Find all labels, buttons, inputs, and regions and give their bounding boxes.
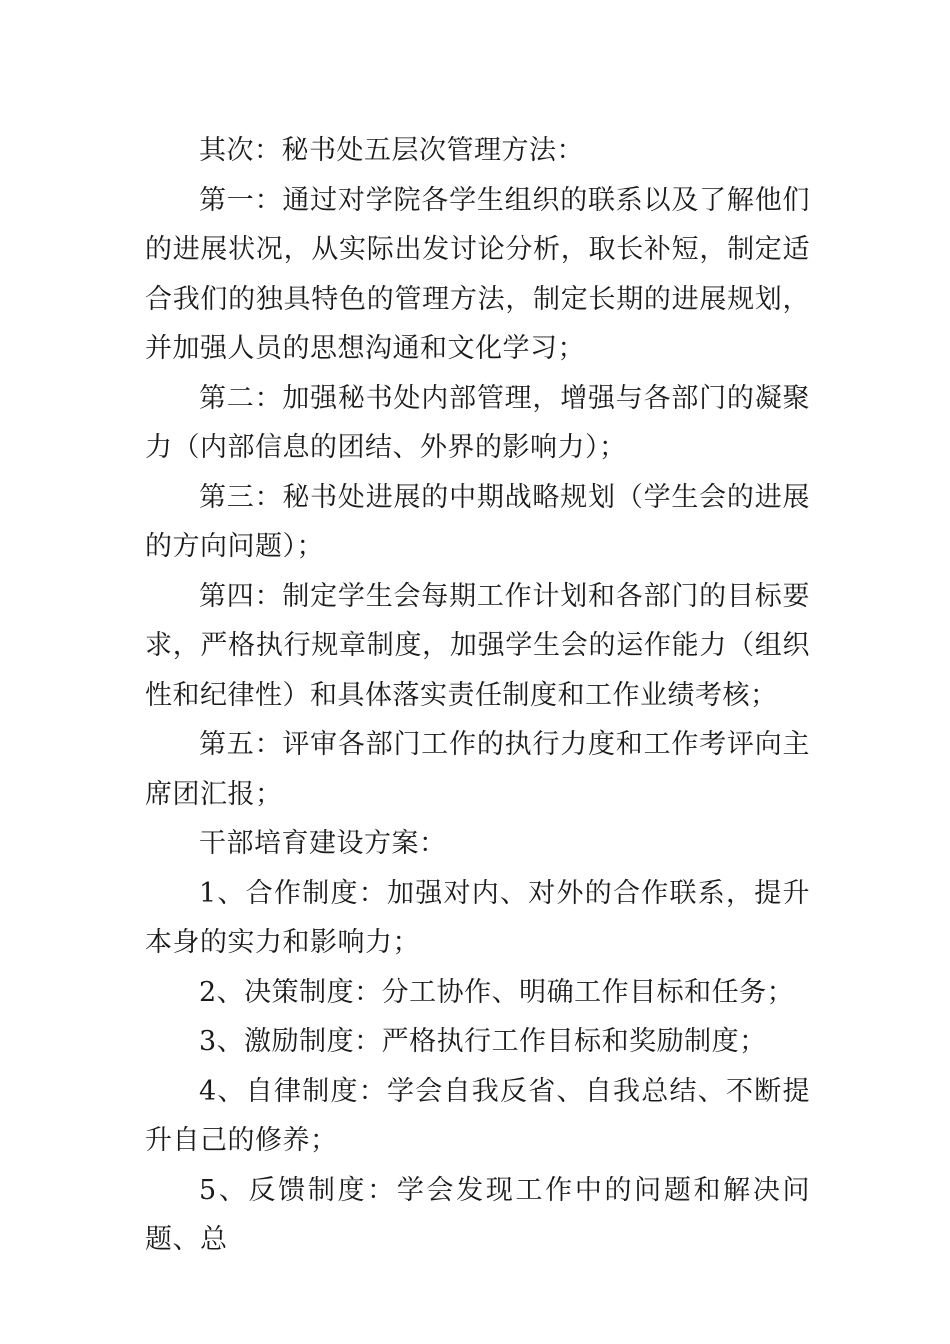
- paragraph-item-3: 第三：秘书处进展的中期战略规划（学生会的进展的方向问题）；: [145, 481, 810, 562]
- document-body: [145, 126, 810, 1265]
- list-item-decision: 2、决策制度：分工协作、明确工作目标和任务；: [199, 976, 795, 1008]
- list-item-self-discipline: 4、自律制度：学会自我反省、自我总结、不断提升自己的修养；: [145, 1075, 810, 1156]
- list-item-incentive: 3、激励制度：严格执行工作目标和奖励制度；: [199, 1026, 767, 1057]
- section-heading: 干部培育建设方案：: [199, 828, 447, 859]
- list-item-cooperation: 1、合作制度：加强对内、对外的合作联系，提升本身的实力和影响力；: [145, 877, 810, 958]
- paragraph-item-4: 第四：制定学生会每期工作计划和各部门的目标要求，严格执行规章制度，加强学生会的运作能力（组织性和纪律性）和具体落实责任制度和工作业绩考核；: [145, 580, 810, 711]
- paragraph-item-5: 第五：评审各部门工作的执行力度和工作考评向主席团汇报；: [145, 729, 810, 810]
- paragraph-item-2: 第二：加强秘书处内部管理，增强与各部门的凝聚力（内部信息的团结、外界的影响力）；: [145, 382, 810, 463]
- list-item-feedback: 5、反馈制度：学会发现工作中的问题和解决问题、总: [145, 1174, 810, 1255]
- paragraph-item-1: 第一：通过对学院各学生组织的联系以及了解他们的进展状况，从实际出发讨论分析，取长补短，制定适合我们的独具特色的管理方法，制定长期的进展规划，并加强人员的思想沟通和文化学习；: [145, 184, 810, 364]
- paragraph-intro: 其次：秘书处五层次管理方法：: [199, 135, 584, 166]
